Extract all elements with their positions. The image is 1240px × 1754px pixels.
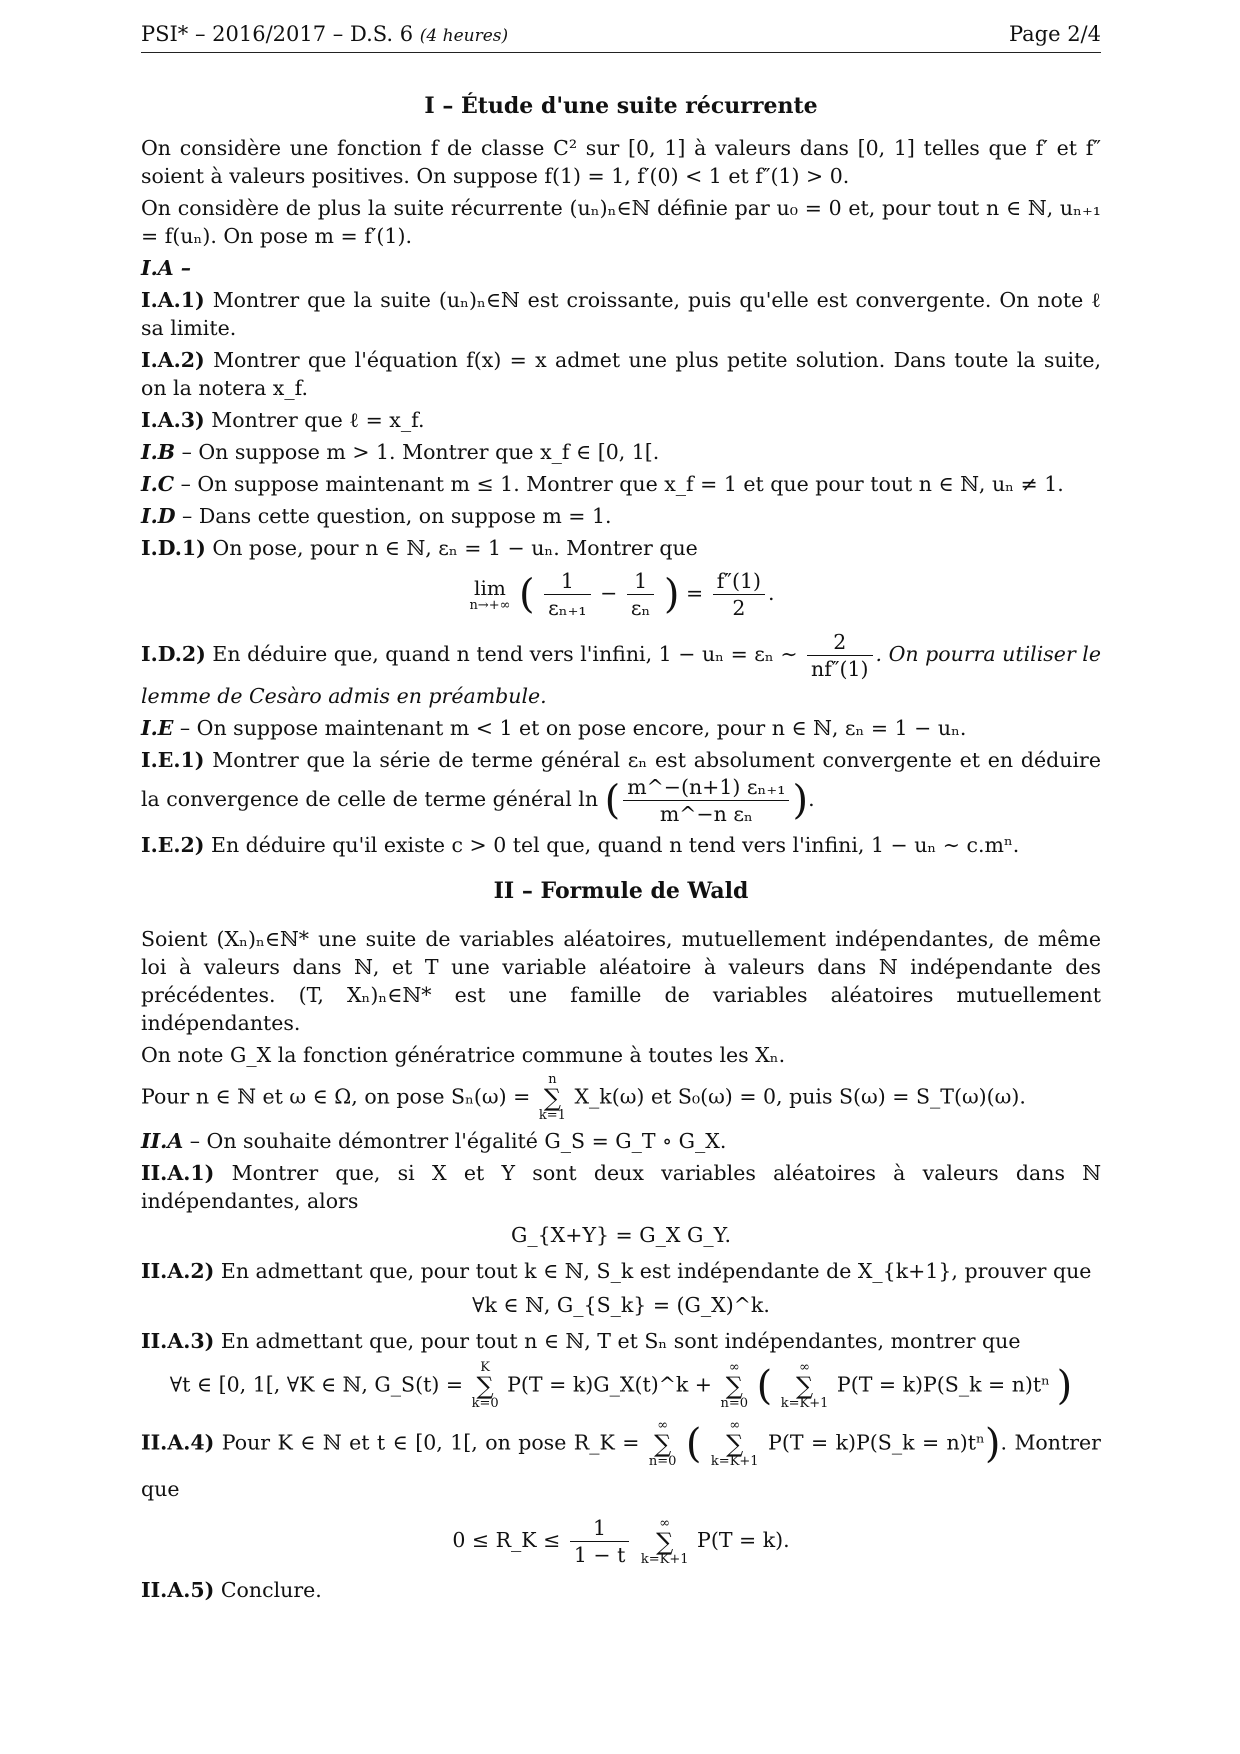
question-IIA4: II.A.4) Pour K ∈ ℕ et t ∈ [0, 1[, on pose R_K = ∞ ∑ n=0 ( ∞ ∑ k=K+1 P(T = k)P(S_k = n)tⁿ). Montrer que bbox=[141, 1418, 1101, 1501]
part2-title: II – Formule de Wald bbox=[493, 878, 749, 904]
question-ID2: I.D.2) En déduire que, quand n tend vers l'infini, 1 − uₙ = εₙ ∼ $\frac{2}{nf''(1)}$ . On pourra utiliser le lemme de Cesàro admis en préambule. bbox=[141, 630, 1101, 708]
part2-intro2: On note G_X la fonction génératrice commune à toutes les Xₙ. bbox=[141, 1043, 786, 1067]
question-IA2: I.A.2) Montrer que l'équation f(x) = x admet une plus petite solution. Dans toute la suite, on la notera x_f. bbox=[141, 348, 1101, 400]
exam-content bbox=[141, 92, 1101, 1608]
question-IA: I.A – bbox=[141, 256, 192, 280]
part1-title: I – Étude d'une suite récurrente bbox=[424, 93, 818, 119]
part1-intro1: On considère une fonction f de classe C² sur [0, 1] à valeurs dans [0, 1] telles que f′ et f″ soient à valeurs positives. On suppose f(1) = 1, f′(0) < 1 et f″(1) > 0. bbox=[141, 136, 1101, 188]
page-header bbox=[141, 18, 1101, 53]
equation-IIA4: 0 ≤ R_K ≤ $\frac{1}{1 - t}$ ∞ ∑ k=K+1 P(T = k). bbox=[452, 1515, 790, 1567]
question-IA3: I.A.3) Montrer que ℓ = x_f. bbox=[141, 408, 425, 432]
question-IE2: I.E.2) En déduire qu'il existe c > 0 tel que, quand n tend vers l'infini, 1 − uₙ ∼ c.mⁿ. bbox=[141, 833, 1020, 857]
header-course: PSI* – 2016/2017 – D.S. 6 (4 heures) bbox=[141, 22, 509, 46]
equation-IIA3: ∀t ∈ [0, 1[, ∀K ∈ ℕ, G_S(t) = K ∑ k=0 P(T = k)G_X(t)^k + ∞ ∑ n=0 ( ∞ ∑ k=K+1 P(T = k)P(S_k = n)tⁿ ) bbox=[169, 1360, 1073, 1411]
part2-intro1: Soient (Xₙ)ₙ∈ℕ* une suite de variables aléatoires, mutuellement indépendantes, de même loi à valeurs dans ℕ, et T une variable aléatoire à valeurs dans ℕ indépendante des précédentes. (T, Xₙ)ₙ∈ℕ* est une famille de variables aléatoires mutuellement indépendantes. bbox=[141, 927, 1101, 1035]
question-IIA: II.A – On souhaite démontrer l'égalité G_S = G_T ∘ G_X. bbox=[141, 1129, 727, 1153]
question-IIA1: II.A.1) Montrer que, si X et Y sont deux variables aléatoires à valeurs dans ℕ indépendantes, alors bbox=[141, 1161, 1101, 1213]
part2-intro3: Pour n ∈ ℕ et ω ∈ Ω, on pose Sₙ(ω) = n ∑ k=1 X_k(ω) et S₀(ω) = 0, puis S(ω) = S_T(ω)(ω). bbox=[141, 1072, 1026, 1123]
limit-operator: lim n→+∞ bbox=[469, 575, 511, 613]
question-IIA5: II.A.5) Conclure. bbox=[141, 1578, 322, 1602]
question-IB: I.B – On suppose m > 1. Montrer que x_f ∈ [0, 1[. bbox=[141, 440, 660, 464]
question-IIA2: II.A.2) En admettant que, pour tout k ∈ ℕ, S_k est indépendante de X_{k+1}, prouver que bbox=[141, 1259, 1092, 1283]
equation-IIA1: G_{X+Y} = G_X G_Y. bbox=[511, 1223, 731, 1247]
equation-IIA2: ∀k ∈ ℕ, G_{S_k} = (G_X)^k. bbox=[472, 1293, 770, 1317]
question-IE1: I.E.1) Montrer que la série de terme général εₙ est absolument convergente et en déduire la convergence de celle de terme général ln ( $\frac{\text{m\textasciicircum{}−(n+1) εₙ₊₁}}{\text{m\textasciicircum{}−n εₙ}}$ ). bbox=[141, 748, 1101, 826]
header-page-number: Page 2/4 bbox=[1008, 22, 1101, 46]
question-ID: I.D – Dans cette question, on suppose m = 1. bbox=[141, 504, 612, 528]
question-IC: I.C – On suppose maintenant m ≤ 1. Montrer que x_f = 1 et que pour tout n ∈ ℕ, uₙ ≠ 1. bbox=[141, 472, 1064, 496]
question-IE: I.E – On suppose maintenant m < 1 et on pose encore, pour n ∈ ℕ, εₙ = 1 − uₙ. bbox=[141, 716, 967, 740]
question-IA1: I.A.1) Montrer que la suite (uₙ)ₙ∈ℕ est croissante, puis qu'elle est convergente. On note ℓ sa limite. bbox=[141, 288, 1101, 340]
question-IIA3: II.A.3) En admettant que, pour tout n ∈ ℕ, T et Sₙ sont indépendantes, montrer que bbox=[141, 1329, 1021, 1353]
part1-intro2: On considère de plus la suite récurrente (uₙ)ₙ∈ℕ définie par u₀ = 0 et, pour tout n ∈ ℕ, uₙ₊₁ = f(uₙ). On pose m = f′(1). bbox=[141, 196, 1101, 248]
question-ID1: I.D.1) On pose, pour n ∈ ℕ, εₙ = 1 − uₙ. Montrer que bbox=[141, 536, 698, 560]
equation-ID1: lim n→+∞ ( $\frac{1}{\text{εₙ₊₁}}$ − $\frac{1}{\text{εₙ}}$ ) = $\frac{f''(1)}{2}$ . bbox=[469, 569, 775, 620]
